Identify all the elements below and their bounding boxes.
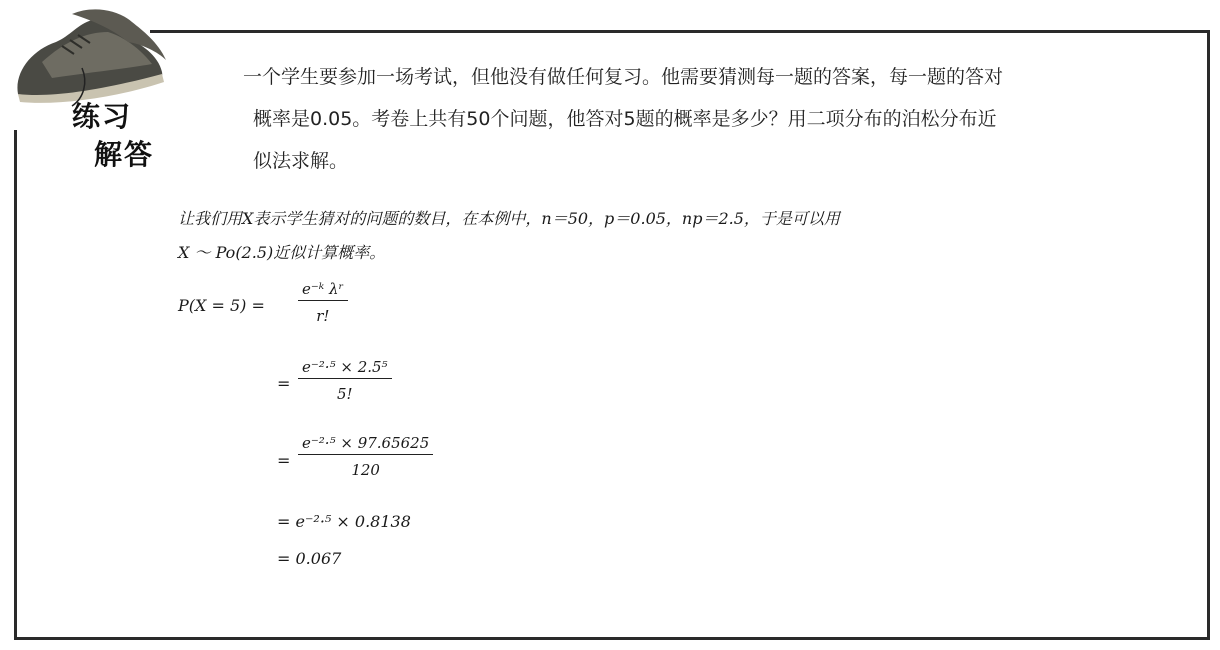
fraction-step-1-denominator: r! — [316, 307, 330, 325]
fraction-step-2-denominator: 5! — [336, 385, 353, 403]
badge-line-2: 解答 — [94, 138, 155, 171]
question-line-3: 似法求解。 — [253, 150, 349, 172]
question-line-2: 概率是0.05。考卷上共有50个问题，他答对5题的概率是多少？用二项分布的泊松分布近 — [253, 108, 997, 130]
fraction-step-3-numerator: e⁻²·⁵ × 97.65625 — [298, 434, 433, 455]
equation-result: = 0.067 — [277, 549, 342, 568]
equation-lhs: P(X = 5) = — [178, 296, 265, 315]
equals-sign-3: = — [277, 451, 291, 470]
solution-intro — [178, 202, 1178, 270]
solution-intro-line-1: 让我们用X表示学生猜对的问题的数目，在本例中，n＝50，p＝0.05，np＝2.5，于是可以用 — [178, 209, 840, 228]
equals-sign-2: = — [277, 374, 291, 393]
sneaker-illustration — [12, 2, 172, 110]
solution-intro-line-2: X ～ Po(2.5)近似计算概率。 — [178, 243, 386, 262]
fraction-step-1-numerator: e⁻ᵏ λʳ — [298, 280, 348, 301]
fraction-step-2 — [298, 358, 392, 403]
equation-step-4: = e⁻²·⁵ × 0.8138 — [277, 512, 411, 531]
badge-line-1: 练习 — [72, 100, 133, 133]
fraction-step-2-numerator: e⁻²·⁵ × 2.5⁵ — [298, 358, 392, 379]
question-text — [243, 56, 1193, 182]
fraction-step-3 — [298, 434, 433, 479]
exercise-solution-badge — [72, 98, 154, 174]
fraction-step-3-denominator: 120 — [351, 461, 380, 479]
question-line-1: 一个学生要参加一场考试，但他没有做任何复习。他需要猜测每一题的答案，每一题的答对 — [243, 66, 1004, 88]
fraction-step-1 — [298, 280, 348, 325]
